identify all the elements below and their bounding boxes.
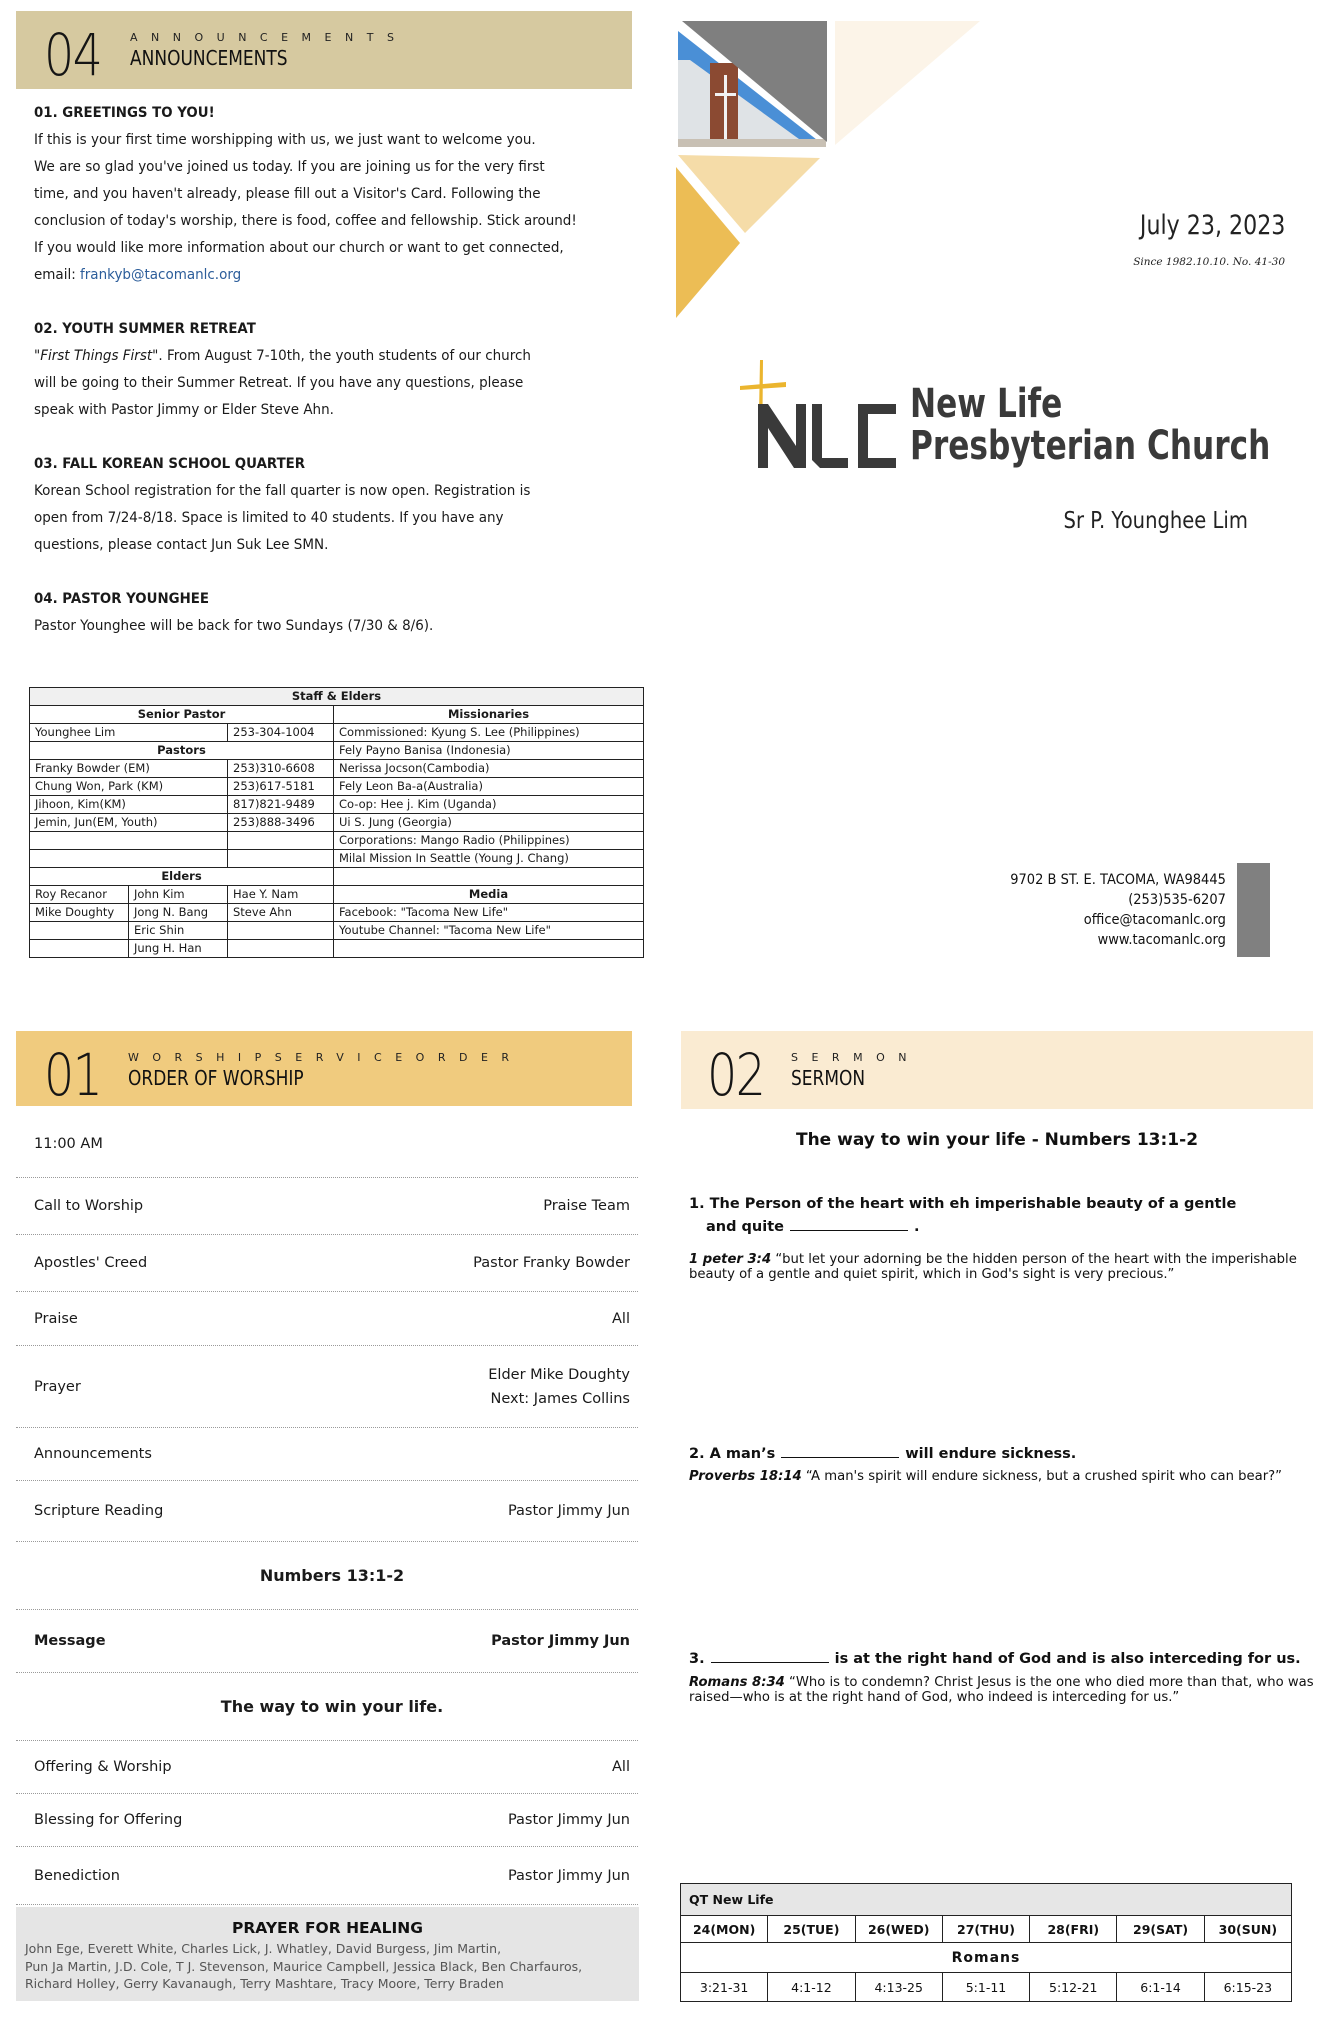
worship-item-message bbox=[16, 1610, 638, 1673]
pastor-phone: 253)617-5181 bbox=[228, 778, 334, 796]
section-spaced-label: SERMON bbox=[791, 1051, 920, 1064]
worship-item bbox=[16, 1794, 638, 1847]
qt-reference: 3:21-31 bbox=[681, 1973, 768, 2002]
bulletin-date: July 23, 2023 bbox=[1139, 210, 1285, 241]
worship-item-label: Benediction bbox=[34, 1867, 120, 1884]
verse-reference: Romans 8:34 bbox=[689, 1675, 785, 1690]
section-number: 02 bbox=[707, 1041, 765, 1109]
church-name-line2: Presbyterian Church bbox=[910, 423, 1271, 469]
service-time: 11:00 AM bbox=[34, 1135, 103, 1152]
qt-day: 28(FRI) bbox=[1030, 1916, 1117, 1943]
elder-name bbox=[228, 940, 334, 958]
qt-new-life-table bbox=[680, 1883, 1292, 2002]
worship-item bbox=[16, 1292, 638, 1346]
pastor-name: Chung Won, Park (KM) bbox=[30, 778, 228, 796]
pastor-name: Jihoon, Kim(KM) bbox=[30, 796, 228, 814]
elder-name bbox=[228, 922, 334, 940]
qt-title: QT New Life bbox=[681, 1884, 1292, 1916]
announcements-header bbox=[16, 11, 632, 89]
address: 9702 B ST. E. TACOMA, WA98445 bbox=[1010, 872, 1226, 888]
pastor-name: Jemin, Jun(EM, Youth) bbox=[30, 814, 228, 832]
announcement-youth-retreat bbox=[34, 316, 634, 424]
staff-table-title: Staff & Elders bbox=[30, 688, 644, 706]
senior-pastor-phone: 253-304-1004 bbox=[228, 724, 334, 742]
worship-item-leader: All bbox=[612, 1310, 630, 1327]
worship-item-label: Offering & Worship bbox=[34, 1759, 172, 1775]
verse-reference: 1 peter 3:4 bbox=[689, 1252, 772, 1267]
prayer-next-leader: Next: James Collins bbox=[490, 1390, 630, 1407]
scripture-reference: Numbers 13:1-2 bbox=[259, 1566, 405, 1585]
staff-elders-table bbox=[29, 687, 644, 958]
website[interactable]: www.tacomanlc.org bbox=[1097, 932, 1226, 948]
logo-letter-l bbox=[812, 404, 848, 468]
elder-name: Mike Doughty bbox=[30, 904, 129, 922]
phone: (253)535-6207 bbox=[1128, 892, 1226, 908]
worship-item-label: Apostles' Creed bbox=[34, 1255, 148, 1271]
worship-item-leader: Pastor Jimmy Jun bbox=[507, 1812, 630, 1828]
elder-name: Jong N. Bang bbox=[129, 904, 228, 922]
announcement-body: "First Things First". From August 7-10th, the youth students of our church will be going to their Summer Retreat. If you have any questions, please speak with Pastor Jimmy or Elder Steve Ahn. bbox=[34, 348, 531, 418]
sermon-title: The way to win your life - Numbers 13:1-2 bbox=[795, 1130, 1199, 1150]
fill-in-blank[interactable] bbox=[711, 1649, 829, 1663]
worship-item bbox=[16, 1178, 638, 1235]
qt-day: 24(MON) bbox=[681, 1916, 768, 1943]
missionary: Ui S. Jung (Georgia) bbox=[334, 814, 644, 832]
qt-reference: 4:13-25 bbox=[855, 1973, 942, 2002]
worship-item-leader: Pastor Jimmy Jun bbox=[507, 1867, 630, 1884]
logo-letter-n bbox=[758, 404, 806, 468]
elder-name: Roy Recanor bbox=[30, 886, 129, 904]
worship-item bbox=[16, 1481, 638, 1542]
worship-header bbox=[16, 1031, 632, 1109]
qt-reference: 6:15-23 bbox=[1204, 1973, 1291, 2002]
sermon-point-text: will endure sickness. bbox=[905, 1446, 1077, 1462]
section-title: ANNOUNCEMENTS bbox=[130, 46, 288, 70]
announcement-heading: 02. YOUTH SUMMER RETREAT bbox=[34, 321, 256, 337]
announcement-pastor-younghee bbox=[34, 586, 634, 640]
message-title-row bbox=[16, 1673, 638, 1741]
missionary: Corporations: Mango Radio (Philippines) bbox=[334, 832, 644, 850]
section-title: ORDER OF WORSHIP bbox=[128, 1066, 304, 1090]
missionary: Commissioned: Kyung S. Lee (Philippines) bbox=[334, 724, 644, 742]
worship-item bbox=[16, 1235, 638, 1292]
senior-pastor-header: Senior Pastor bbox=[30, 706, 334, 724]
worship-item-leader: Pastor Jimmy Jun bbox=[507, 1503, 630, 1519]
missionary: Fely Leon Ba-a(Australia) bbox=[334, 778, 644, 796]
qt-day: 26(WED) bbox=[855, 1916, 942, 1943]
pastor-phone: 817)821-9489 bbox=[228, 796, 334, 814]
qt-reference: 4:1-12 bbox=[768, 1973, 855, 2002]
announcement-heading: 03. FALL KOREAN SCHOOL QUARTER bbox=[34, 456, 306, 472]
pastor-phone: 253)888-3496 bbox=[228, 814, 334, 832]
media-item: Facebook: "Tacoma New Life" bbox=[334, 904, 644, 922]
missionary: Milal Mission In Seattle (Young J. Chang) bbox=[334, 850, 644, 868]
worship-time-row bbox=[16, 1110, 638, 1178]
worship-item-label: Announcements bbox=[34, 1446, 152, 1462]
announcement-korean-school bbox=[34, 451, 634, 559]
section-title: SERMON bbox=[791, 1066, 866, 1090]
church-name-line1: New Life bbox=[910, 381, 1063, 427]
elder-name bbox=[30, 940, 129, 958]
section-spaced-label: ANNOUNCEMENTS bbox=[130, 31, 408, 44]
verse-text: “A man's spirit will endure sickness, but a crushed spirit who can bear?” bbox=[801, 1469, 1282, 1484]
missionaries-header: Missionaries bbox=[334, 706, 644, 724]
worship-item-leader bbox=[488, 1363, 630, 1411]
worship-item bbox=[16, 1741, 638, 1794]
elder-name bbox=[30, 922, 129, 940]
sermon-verse-2 bbox=[689, 1469, 1319, 1484]
worship-item-label: Message bbox=[34, 1633, 106, 1649]
prayer-leader: Elder Mike Doughty bbox=[488, 1366, 630, 1383]
order-of-worship-list bbox=[16, 1110, 638, 1905]
pastor-name: Franky Bowder (EM) bbox=[30, 760, 228, 778]
empty-cell bbox=[30, 850, 228, 868]
worship-item-label: Praise bbox=[34, 1310, 78, 1327]
empty-cell bbox=[334, 940, 644, 958]
sermon-point-text: is at the right hand of God and is also interceding for us. bbox=[834, 1651, 1301, 1667]
sermon-point-text: and quite bbox=[706, 1219, 784, 1235]
verse-text: “Who is to condemn? Christ Jesus is the one who died more than that, who was raised—who is at the right hand of God, who indeed is interceding for us.” bbox=[689, 1675, 1314, 1705]
section-number: 04 bbox=[44, 21, 102, 89]
prayer-for-healing-title: PRAYER FOR HEALING bbox=[232, 1919, 423, 1937]
cover-graphic bbox=[670, 15, 1000, 325]
sermon-point-2 bbox=[689, 1444, 1076, 1462]
cream-triangle bbox=[835, 21, 980, 145]
elder-name: Steve Ahn bbox=[228, 904, 334, 922]
elders-header: Elders bbox=[30, 868, 334, 886]
sermon-point-line2 bbox=[689, 1217, 1236, 1235]
message-title: The way to win your life. bbox=[220, 1697, 444, 1716]
section-spaced-label: WORSHIPSERVICEORDER bbox=[128, 1051, 523, 1064]
church-name bbox=[910, 383, 1270, 467]
qt-book: Romans bbox=[681, 1943, 1292, 1973]
nlc-logo bbox=[738, 358, 908, 473]
missionary: Co-op: Hee j. Kim (Uganda) bbox=[334, 796, 644, 814]
since-issue-number: Since 1982.10.10. No. 41-30 bbox=[1133, 256, 1285, 268]
media-item: Youtube Channel: "Tacoma New Life" bbox=[334, 922, 644, 940]
senior-pastor-name: Younghee Lim bbox=[30, 724, 228, 742]
announcement-body: Pastor Younghee will be back for two Sundays (7/30 & 8/6). bbox=[34, 618, 434, 634]
verse-text: “but let your adorning be the hidden person of the heart with the imperishable beauty of a gentle and quiet spirit, which in God's sight is very precious.” bbox=[689, 1252, 1297, 1282]
media-header: Media bbox=[334, 886, 644, 904]
verse-reference: Proverbs 18:14 bbox=[689, 1469, 802, 1484]
qt-day: 29(SAT) bbox=[1117, 1916, 1204, 1943]
contact-info bbox=[994, 870, 1226, 950]
worship-item-label: Prayer bbox=[34, 1378, 81, 1395]
logo-letter-c bbox=[858, 404, 896, 468]
prayer-for-healing-box bbox=[16, 1907, 639, 2001]
elder-name: John Kim bbox=[129, 886, 228, 904]
worship-item-leader: Pastor Franky Bowder bbox=[473, 1255, 630, 1271]
qt-day: 25(TUE) bbox=[768, 1916, 855, 1943]
sermon-point-1 bbox=[689, 1196, 1236, 1235]
prayer-for-healing-names: John Ege, Everett White, Charles Lick, J. Whatley, David Burgess, Jim Martin, Pun Ja Martin, J.D. Cole, T J. Stevenson, Maurice Campbell, Jessica Black, Ben Charfauros, Richard Holley, Gerry Kavanaugh, Terry Mashtare, Tracy Moore, Terry Braden bbox=[25, 1941, 583, 1991]
sermon-point-text: 3. bbox=[689, 1651, 705, 1667]
worship-item-label: Scripture Reading bbox=[34, 1503, 164, 1519]
sermon-point-3 bbox=[689, 1649, 1301, 1667]
decorative-gray-bar bbox=[1237, 863, 1270, 957]
announcement-heading: 01. GREETINGS TO YOU! bbox=[34, 105, 215, 121]
worship-item-leader: Praise Team bbox=[543, 1198, 630, 1214]
worship-item-leader: All bbox=[612, 1759, 630, 1775]
sermon-verse-3 bbox=[689, 1675, 1319, 1705]
elder-name: Eric Shin bbox=[129, 922, 228, 940]
qt-reference: 6:1-14 bbox=[1117, 1973, 1204, 2002]
fill-in-blank[interactable] bbox=[781, 1444, 899, 1458]
announcement-text: . From August 7-10th, the youth students of our church will be going to their Summer Retreat. If you have any questions, please speak with Pastor Jimmy or Elder Steve Ahn. bbox=[34, 348, 531, 418]
scripture-reference-row bbox=[16, 1542, 638, 1610]
email-label: email: bbox=[34, 267, 76, 283]
worship-item-label: Call to Worship bbox=[34, 1198, 144, 1214]
qt-reference: 5:1-11 bbox=[942, 1973, 1029, 2002]
empty-cell bbox=[228, 832, 334, 850]
sermon-verse-1 bbox=[689, 1252, 1319, 1282]
empty-cell bbox=[30, 832, 228, 850]
qt-day: 27(THU) bbox=[942, 1916, 1029, 1943]
office-email[interactable]: office@tacomanlc.org bbox=[1083, 912, 1226, 928]
pastor-phone: 253)310-6608 bbox=[228, 760, 334, 778]
worship-item bbox=[16, 1847, 638, 1905]
elder-name: Hae Y. Nam bbox=[228, 886, 334, 904]
senior-pastor-title: Sr P. Younghee Lim bbox=[1063, 508, 1248, 534]
announcement-heading: 04. PASTOR YOUNGHEE bbox=[34, 591, 209, 607]
sermon-point-text: . bbox=[913, 1219, 920, 1235]
sermon-point-text: 2. A man’s bbox=[689, 1446, 776, 1462]
qt-day: 30(SUN) bbox=[1204, 1916, 1291, 1943]
pastors-header: Pastors bbox=[30, 742, 334, 760]
empty-cell bbox=[228, 850, 334, 868]
empty-cell bbox=[334, 868, 644, 886]
qt-reference: 5:12-21 bbox=[1030, 1973, 1117, 2002]
sermon-header bbox=[681, 1031, 1313, 1109]
sermon-point-text: 1. The Person of the heart with eh imperishable beauty of a gentle bbox=[689, 1196, 1237, 1212]
announcement-text: If this is your first time worshipping with us, we just want to welcome you. We are so glad you've joined us today. If you are joining us for the very first time, and you haven't already, please fill out a Visitor's Card. Following the conclusion of today's worship, there is food, coffee and fellowship. Stick around! If you would like more information about our church or want to get connected, bbox=[34, 132, 577, 256]
announcement-body: Korean School registration for the fall quarter is now open. Registration is open from 7/24-8/18. Space is limited to 40 students. If you have any questions, please contact Jun Suk Lee SMN. bbox=[34, 483, 531, 553]
email-link[interactable]: frankyb@tacomanlc.org bbox=[80, 267, 242, 283]
announcement-body bbox=[34, 127, 629, 289]
worship-item bbox=[16, 1346, 638, 1428]
worship-item bbox=[16, 1428, 638, 1481]
missionary: Fely Payno Banisa (Indonesia) bbox=[334, 742, 644, 760]
fill-in-blank[interactable] bbox=[790, 1217, 908, 1231]
retreat-title: First Things First bbox=[40, 348, 153, 364]
announcement-greetings bbox=[34, 100, 634, 289]
worship-item-label: Blessing for Offering bbox=[34, 1812, 183, 1828]
worship-item-leader: Pastor Jimmy Jun bbox=[491, 1633, 630, 1649]
elder-name: Jung H. Han bbox=[129, 940, 228, 958]
missionary: Nerissa Jocson(Cambodia) bbox=[334, 760, 644, 778]
section-number: 01 bbox=[44, 1041, 102, 1109]
